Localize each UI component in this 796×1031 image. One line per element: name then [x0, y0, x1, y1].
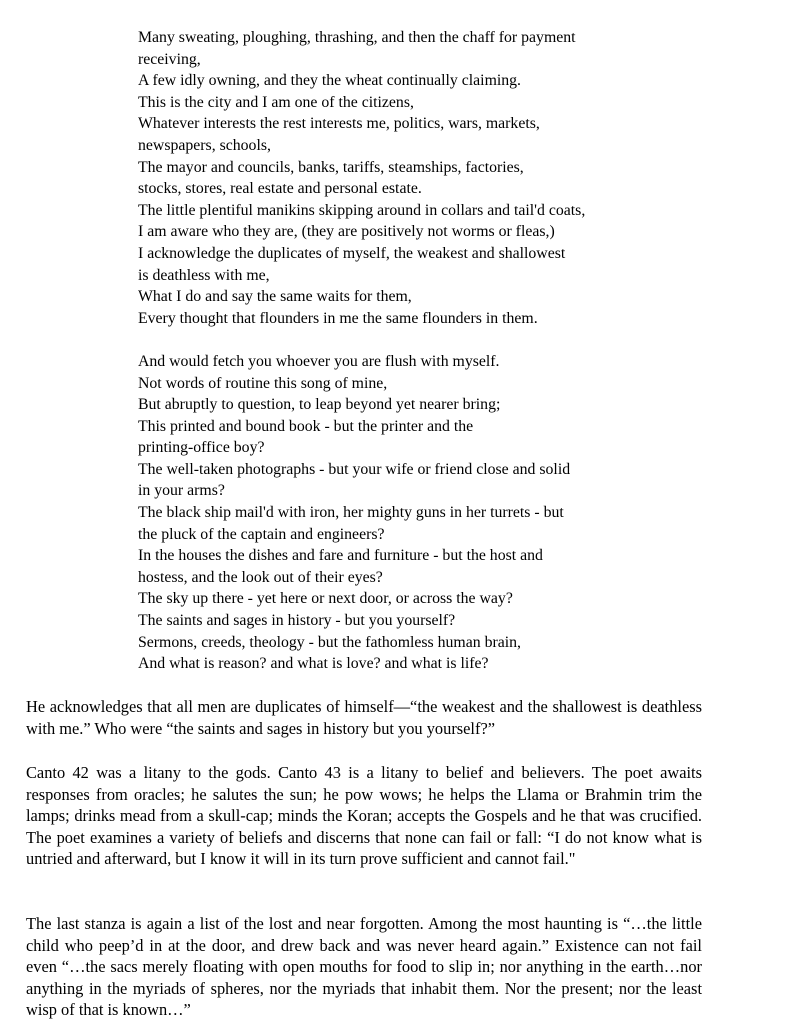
verse-line: stocks, stores, real estate and personal estate.	[138, 180, 422, 198]
verse-line: The saints and sages in history - but you yourself?	[138, 612, 456, 630]
verse-line: I am aware who they are, (they are positively not worms or fleas,)	[138, 223, 555, 241]
verse-line: printing-office boy?	[138, 439, 265, 457]
verse-line: This is the city and I am one of the citizens,	[138, 93, 414, 111]
verse-line: A few idly owning, and they the wheat continually claiming.	[138, 72, 521, 90]
verse-line: The sky up there - yet here or next door, or across the way?	[138, 590, 513, 608]
verse-line: In the houses the dishes and fare and furniture - but the host and	[138, 547, 543, 565]
stanza-break	[138, 329, 698, 351]
verse-line: hostess, and the look out of their eyes?	[138, 568, 383, 586]
verse-line: receiving,	[138, 50, 201, 68]
verse-line: the pluck of the captain and engineers?	[138, 525, 385, 543]
stanza-1	[138, 27, 698, 329]
verse-line: This printed and bound book - but the printer and the	[138, 417, 474, 435]
verse-line: The black ship mail'd with iron, her mighty guns in her turrets - but	[138, 504, 564, 522]
commentary-paragraph-1: He acknowledges that all men are duplicates of himself—“the weakest and the shallowest is deathless with me.” Who were “the saints and sages in history but you yourself?”	[26, 697, 702, 738]
verse-line: But abruptly to question, to leap beyond yet nearer bring;	[138, 396, 501, 414]
verse-line: The well-taken photographs - but your wife or friend close and solid	[138, 460, 571, 478]
verse-line: The mayor and councils, banks, tariffs, steamships, factories,	[138, 158, 524, 176]
verse-line: The little plentiful manikins skipping around in collars and tail'd coats,	[138, 201, 586, 219]
verse-line: Whatever interests the rest interests me, politics, wars, markets,	[138, 115, 540, 133]
stanza-2	[138, 351, 698, 675]
verse-line: Every thought that flounders in me the same flounders in them.	[138, 309, 538, 327]
verse-line: What I do and say the same waits for them,	[138, 288, 412, 306]
verse-line: Many sweating, ploughing, thrashing, and then the chaff for payment	[138, 29, 576, 46]
verse-line: Sermons, creeds, theology - but the fathomless human brain,	[138, 633, 521, 651]
verse-line: newspapers, schools,	[138, 136, 271, 154]
poem-excerpt	[138, 27, 698, 675]
verse-line: is deathless with me,	[138, 266, 270, 284]
commentary-paragraph-2: Canto 42 was a litany to the gods. Canto 43 is a litany to belief and believers. The poet awaits responses from oracles; he salutes the sun; he pow wows; he helps the Llama or Brahmin trim the lamps; drinks mead from a skull-cap; minds the Koran; accepts the Gospels and he that was crucified. The poet examines a variety of beliefs and discerns that none can fail or fall: “I do not know what is untried and afterward, but I know it will in its turn prove sufficient and cannot fail."	[26, 763, 702, 869]
verse-line: And what is reason? and what is love? and what is life?	[138, 655, 489, 673]
verse-line: Not words of routine this song of mine,	[138, 374, 388, 392]
verse-line: I acknowledge the duplicates of myself, the weakest and shallowest	[138, 244, 566, 262]
commentary-paragraph-3: The last stanza is again a list of the lost and near forgotten. Among the most haunting is “…the little child who peep’d in at the door, and drew back and was never heard again.” Existence can not fail even “…the sacs merely floating with open mouths for food to slip in; nor anything in the earth…nor anything in the myriads of spheres, nor the myriads that inhabit them. Nor the present; nor the least wisp of that is known…”	[26, 914, 702, 1020]
verse-line: And would fetch you whoever you are flush with myself.	[138, 352, 500, 370]
verse-line: in your arms?	[138, 482, 225, 500]
